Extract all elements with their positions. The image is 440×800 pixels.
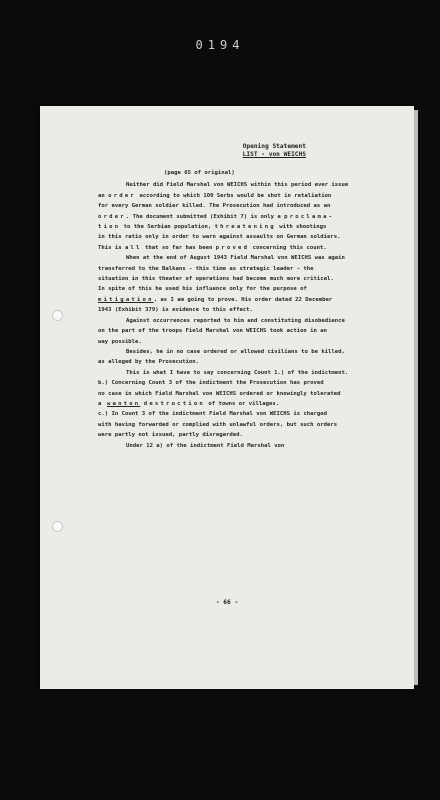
punch-hole [52,521,63,532]
text-line: no case in which Field Marshal von WEICHS ordered or knowingly tolerated [98,390,341,397]
text-run: that so far has been [145,244,213,251]
emphasis-word: threatening [214,224,276,231]
text-run: This is [98,244,122,251]
emphasis-word: mitigation [98,296,154,303]
text-run: an [98,192,105,199]
text-line: This is what I have to say concerning Count 1.) of the indictment. [126,369,349,376]
text-line: In spite of this he used his influence only for the purpose of [98,286,307,293]
text-line: When at the end of August 1943 Field Marshal von WEICHS was again [126,255,345,262]
emphasis-word: tion [98,224,121,231]
text-line: in this ratio only in order to warn against assaults on German soldiers. [98,234,341,241]
list-marker: b.) [98,380,109,387]
text-run: according to which 100 Serbs would be shot in retaliation [139,192,332,199]
emphasis-word: a [98,400,104,407]
text-run: to the Serbian population, [123,224,212,231]
text-run: , as I am going to prove. His order dated 22 December [153,296,333,303]
text-run: of towns or villages. [208,400,280,407]
text-run: . The document submitted (Exhibit 7) is only a [125,213,281,220]
text-line: Under 12 a) of the indictment Field Marshal von [126,442,285,449]
text-line: situation in this theater of operations had become much more critical. [98,276,334,283]
text-line [98,222,388,232]
document-page [40,106,414,689]
text-line: on the part of the troops Field Marshal von WEICHS took action in an [98,328,328,335]
emphasis-word: order [98,213,126,220]
punch-hole [52,310,63,321]
text-line [98,212,388,222]
text-line [98,243,388,253]
page-number: - 66 - [215,599,239,606]
text-line: as alleged by the Prosecution. [98,359,200,366]
document-header [243,143,306,158]
text-line [98,399,388,409]
text-run: Concerning Count 3 of the indictment the Prosecution has proved [111,380,324,387]
emphasis-word: proved [215,244,250,251]
text-line [98,191,388,201]
text-line: Besides, he in no case ordered or allowed civilians to be killed, [126,348,345,355]
text-line: Against occurrences reported to him and constituting disobedience [126,317,345,324]
emphasis-word: wanton [106,400,141,407]
text-line: with having forwarded or complied with unlawful orders, but such orders [98,421,338,428]
list-marker: c.) [98,411,109,418]
emphasis-word: destruction [143,400,205,407]
page-reference: (page 65 of original) [164,170,235,176]
text-line [98,295,388,305]
text-line: way possible. [98,338,142,345]
text-line: transferred to the Balkans - this time as strategic leader - the [98,265,314,272]
emphasis-word: order [108,192,136,199]
header-title: Opening Statement [242,143,306,150]
emphasis-word: all [124,244,142,251]
text-line: for every German soldier killed. The Prosecution had introduced as an [98,203,331,210]
page-edge [414,110,418,685]
text-line: were partly not issued, partly disregarded. [98,432,243,439]
header-subtitle: LIST - von WEICHS [242,150,306,158]
text-run: In Count 3 of the indictment Field Marshal von WEICHS is charged [111,411,328,418]
document-body [98,168,388,451]
emphasis-word: proclama- [284,213,335,220]
text-run: with shootings [279,224,327,231]
text-line: 1943 (Exhibit 379) is evidence to this effect. [98,307,253,314]
text-line [98,409,388,419]
text-run: concerning this count. [252,244,327,251]
film-frame-number: 0194 [195,38,245,52]
text-line [98,378,388,388]
text-line: Neither did Field Marshal von WEICHS within this period ever issue [126,182,349,189]
